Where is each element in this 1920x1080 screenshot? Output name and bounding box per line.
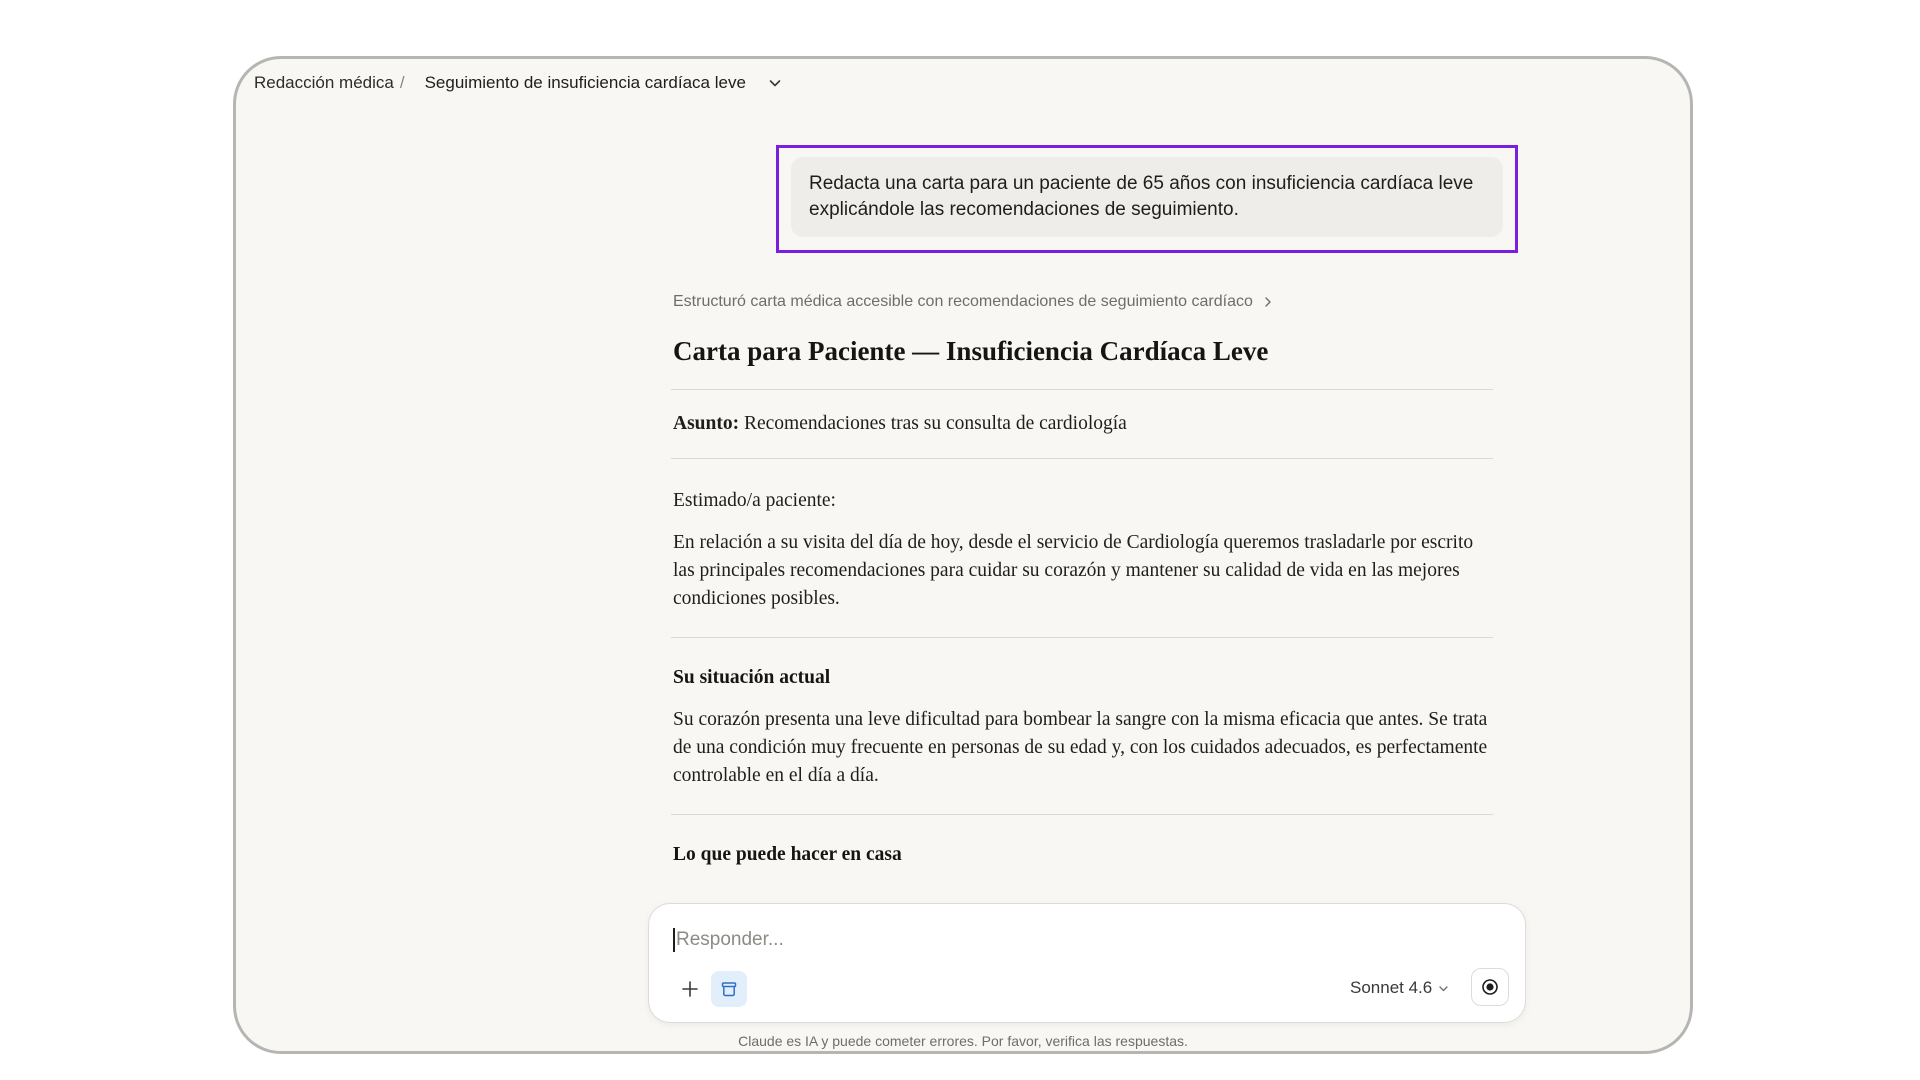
- model-selector[interactable]: [1350, 978, 1449, 998]
- chevron-down-icon: [768, 76, 782, 90]
- divider: [671, 814, 1493, 815]
- breadcrumb: [254, 72, 786, 94]
- model-name: Sonnet 4.6: [1350, 978, 1433, 997]
- plus-icon: [681, 980, 699, 998]
- section-heading-home-care: Lo que puede hacer en casa: [673, 844, 902, 865]
- breadcrumb-project-link[interactable]: Redacción médica: [254, 73, 394, 92]
- conversation-menu-button[interactable]: [764, 72, 786, 94]
- section-paragraph-situation: Su corazón presenta una leve dificultad para bombear la sangre con la misma eficacia que antes. Se trata de una condición muy frecuente en personas de su edad y, con los cuidados adecuados, es perfectamente controlable en el día a día.: [673, 709, 1488, 786]
- divider: [671, 389, 1493, 390]
- letter-subject: [673, 410, 1493, 438]
- chevron-right-icon: [1263, 296, 1273, 308]
- letter-greeting: Estimado/a paciente:: [673, 490, 836, 511]
- chevron-down-icon: [1438, 983, 1449, 994]
- letter-intro-paragraph: En relación a su visita del día de hoy, desde el servicio de Cardiología queremos trasladarle por escrito las principales recomendaciones para cuidar su corazón y mantener su calidad de vida en las mejores condiciones posibles.: [673, 532, 1474, 609]
- ai-disclaimer: Claude es IA y puede cometer errores. Por favor, verifica las respuestas.: [738, 1033, 1188, 1049]
- voice-mode-icon: [1481, 978, 1499, 996]
- subject-label: Asunto:: [673, 413, 740, 434]
- divider: [671, 458, 1493, 459]
- add-attachment-button[interactable]: [673, 972, 707, 1006]
- message-composer: [648, 903, 1526, 1023]
- tools-button[interactable]: [711, 971, 747, 1007]
- reply-placeholder: Responder...: [676, 929, 784, 950]
- assistant-response: [673, 293, 1493, 869]
- thinking-summary-toggle[interactable]: [673, 293, 1493, 311]
- reply-input[interactable]: [673, 928, 1373, 952]
- letter-title: Carta para Paciente — Insuficiencia Cardíaca Leve: [673, 336, 1269, 366]
- user-message-text: Redacta una carta para un paciente de 65 años con insuficiencia cardíaca leve explicándole las recomendaciones de seguimiento.: [809, 173, 1474, 220]
- app-window: [233, 56, 1693, 1054]
- user-message-bubble: [791, 157, 1503, 237]
- archive-box-icon: [720, 980, 738, 998]
- conversation-title[interactable]: Seguimiento de insuficiencia cardíaca leve: [424, 73, 746, 92]
- section-heading-situation: Su situación actual: [673, 667, 831, 688]
- text-caret: [673, 928, 675, 952]
- breadcrumb-separator: /: [399, 73, 405, 92]
- divider: [671, 637, 1493, 638]
- thinking-summary-text: Estructuró carta médica accesible con recomendaciones de seguimiento cardíaco: [673, 293, 1253, 310]
- voice-mode-button[interactable]: [1471, 968, 1509, 1006]
- subject-text: Recomendaciones tras su consulta de cardiología: [739, 413, 1127, 434]
